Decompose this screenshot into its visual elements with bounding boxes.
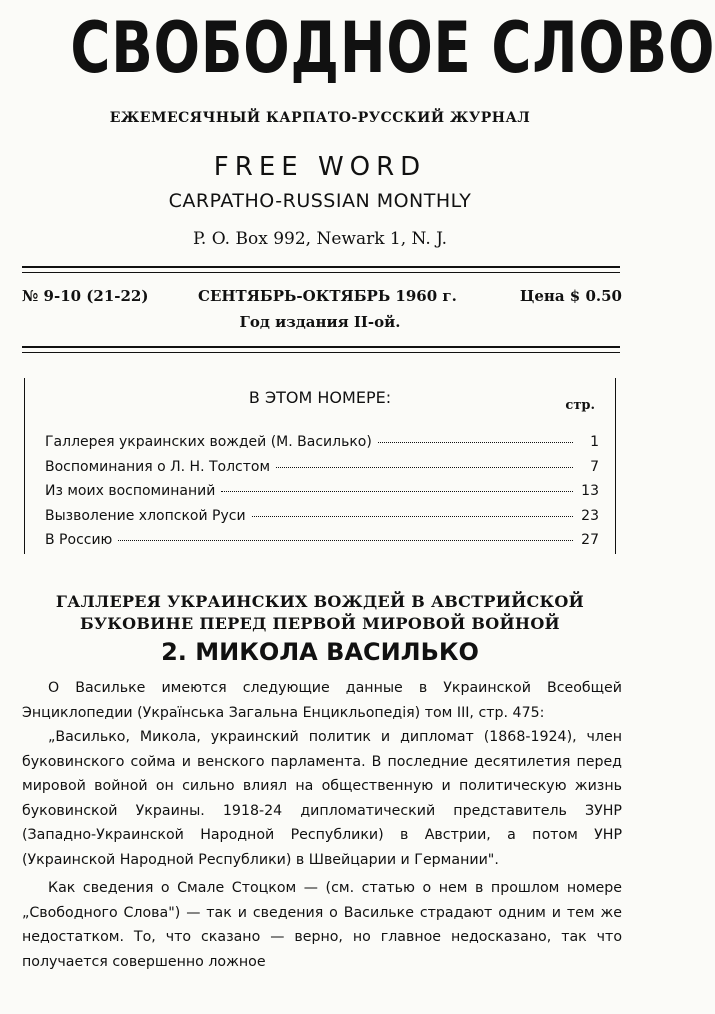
toc-leader-dots bbox=[118, 540, 573, 541]
article-paragraph: О Васильке имеются следующие данные в Украинской Всеобщей Энциклопедии (Українська Загальна Енцикльопедія) том III, стр. 475: bbox=[22, 680, 622, 721]
mid-rule bbox=[22, 346, 620, 348]
table-of-contents bbox=[24, 378, 616, 554]
toc-item[interactable] bbox=[45, 434, 599, 458]
masthead-title-en: FREE WORD bbox=[213, 152, 427, 182]
toc-leader-dots bbox=[378, 442, 573, 443]
toc-item-page: 7 bbox=[590, 459, 599, 475]
issue-price: Цена $ 0.50 bbox=[519, 287, 622, 305]
masthead-subtitle-en: CARPATHO-RUSSIAN MONTHLY bbox=[168, 190, 472, 212]
issue-year: Год издания II-ой. bbox=[239, 313, 401, 331]
mid-rule-thin bbox=[22, 352, 620, 353]
toc-item-title: Галлерея украинских вождей (М. Василько) bbox=[45, 434, 372, 450]
toc-heading: В ЭТОМ НОМЕРЕ: bbox=[248, 388, 392, 407]
article-paragraph: Как сведения о Смале Стоцком — (см. статью о нем в прошлом номере „Свободного Слова") — так и сведения о Васильке страдают одним и тем же недостатком. То, что сказано — верно, но главное недосказано, так что получается совершенно ложное bbox=[22, 880, 622, 970]
masthead-title: СВОБОДНОЕ СЛОВО bbox=[70, 7, 715, 89]
toc-item[interactable] bbox=[45, 508, 599, 532]
toc-item[interactable] bbox=[45, 459, 599, 483]
article-body bbox=[22, 676, 622, 974]
masthead-address: P. O. Box 992, Newark 1, N. J. bbox=[192, 229, 448, 249]
toc-item-title: Из моих воспоминаний bbox=[45, 483, 216, 499]
toc-item-page: 27 bbox=[581, 532, 599, 548]
issue-number: № 9-10 (21-22) bbox=[22, 287, 149, 305]
toc-item[interactable] bbox=[45, 483, 599, 507]
toc-leader-dots bbox=[221, 491, 573, 492]
top-rule-thin bbox=[22, 272, 620, 273]
toc-item[interactable] bbox=[45, 532, 599, 556]
article-paragraph: „Василько, Микола, украинский политик и дипломат (1868-1924), член буковинского сойма и венского парламента. В последние десятилетия перед мировой войной он сильно влиял на общественную и политическую жизнь буковинской Украины. 1918-24 дипломатический представитель ЗУНР (Западно-Украинской Народной Республики) в Австрии, а потом УНР (Украинской Народной Республики) в Швейцарии и Германии". bbox=[22, 729, 622, 868]
article-heading-line1: ГАЛЛЕРЕЯ УКРАИНСКИХ ВОЖДЕЙ В АВСТРИЙСКОЙ bbox=[55, 592, 585, 611]
toc-page-label: стр. bbox=[565, 398, 595, 413]
top-rule bbox=[22, 266, 620, 268]
article-heading-line2: БУКОВИНЕ ПЕРЕД ПЕРВОЙ МИРОВОЙ ВОЙНОЙ bbox=[80, 614, 560, 633]
toc-item-page: 23 bbox=[581, 508, 599, 524]
issue-date: СЕНТЯБРЬ-ОКТЯБРЬ 1960 г. bbox=[198, 287, 457, 305]
toc-item-title: В Россию bbox=[45, 532, 113, 548]
toc-item-title: Воспоминания о Л. Н. Толстом bbox=[45, 459, 271, 475]
toc-item-page: 1 bbox=[590, 434, 599, 450]
article-subheading: 2. МИКОЛА ВАСИЛЬКО bbox=[161, 638, 479, 666]
masthead-subtitle-ru: ЕЖЕМЕСЯЧНЫЙ КАРПАТО-РУССКИЙ ЖУРНАЛ bbox=[109, 110, 531, 126]
toc-item-page: 13 bbox=[581, 483, 599, 499]
toc-leader-dots bbox=[252, 516, 573, 517]
toc-leader-dots bbox=[276, 467, 573, 468]
toc-item-title: Вызволение хлопской Руси bbox=[45, 508, 246, 524]
